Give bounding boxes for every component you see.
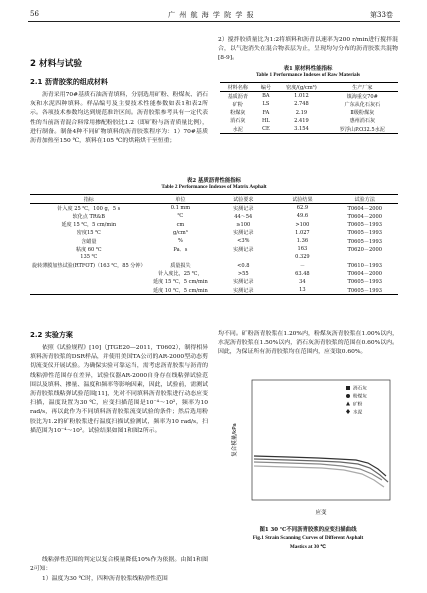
table1-cell: 广东从化石灰石 [344,101,381,108]
table-row [220,92,398,101]
table1-cell: 消石灰 [230,118,246,125]
table2-cell: T0605－1993 [347,222,382,229]
legend-label: 消石灰 [353,386,367,392]
table1-cell: 惠州消石灰 [349,118,376,125]
table2-cell: － [299,263,305,270]
table2-cell [148,253,214,261]
table2-cell: <3% [237,238,250,245]
table2-cell [213,253,273,261]
volume-number: 第33卷 [370,11,393,19]
y-axis-label: 复合模量/kPa [232,423,238,457]
table1-cell: 2.748 [294,101,309,108]
table2-caption-en: Table 2 Performance Indexes of Matrix Asphalt [161,184,267,190]
table2-cell: ≥100 [236,221,251,228]
table2-cell: 针入度比，25 ℃， [158,271,203,278]
subsection-2-2-heading: 2.2 实验方案 [30,331,73,339]
table2-cell [30,286,148,295]
table2-cell: 实测记录 [233,205,254,212]
subsection-2-2-paragraph: 依照《试验规程》[10]（JTGE20—2011，T0602），制得相异填料沥青胶浆的DSR样品，并使用美国TA公司的AR-2000型动态剪切流变仪开展试验。为确保实验可靠运当，需考虑沥青胶浆与沥青的线粘弹性范围存在差异，试验仪器AR-2000自身存在线粘弹试验范围以及填料、掺量、温度和频率等影响因素，因此，试验前，需测试沥青胶浆线粘弹试验范围[11]，先对不同填料沥青胶浆进行动态应变扫描，温度设置为30 ℃，应变扫描范围是10⁻⁴～10²，频率为10 rad/s，再以此作为不同填料沥青胶浆流变试验的条件；然后选用粉胶比为1.2的矿粉胶浆进行温度扫描试验测试，频率为10 rad/s，扫描范围为10⁻⁴～10²。试验结果如图1和图2所示。 [30,345,208,434]
table2-cell: 135 ℃ [80,254,98,261]
table1-caption: 表1 原材料性能指标 [283,66,333,72]
table2-cell: g/cm³ [173,229,188,236]
table1-cell: LS [262,101,270,108]
table2-cell: 实测记录 [233,230,254,237]
table2-header: 单位 [175,196,186,203]
table2-cell: 0.1 mm [170,205,191,212]
subsection-2-2-paragraph-3: 1）温度为30 ℃时，四种沥青胶浆线粘弹性范围 [42,576,168,582]
table2-cell: 密度15 ℃ [76,230,101,237]
table2-cell: 34 [299,278,306,285]
table2-cell: ℃ [177,213,184,220]
table2-cell: 质量损失 [170,263,191,270]
figure1-caption-en: Fig.1 Strain Scanning Curves of Different Asphalt [252,535,364,541]
table1-cell: CE [262,126,270,133]
section-heading: 2 材料与试验 [30,59,82,69]
table1-cell: 基质沥青 [227,93,248,100]
table-row [30,278,398,286]
table2-header: 试验方法 [354,196,375,203]
table2-cell: T0605－1993 [347,287,382,294]
page-number: 56 [30,10,39,18]
table2-cell: T0610－1993 [347,263,382,270]
table2-cell: 延度 15 ℃，5 cm/min [153,279,208,286]
table2-cell: 49.6 [296,213,309,220]
table1-header: 生产厂家 [352,84,373,91]
table2-cell: cm [176,221,185,228]
table2-cell: 针入度 25 ℃，100 g，5 s [57,205,121,212]
table2-cell: Pa．s [173,246,188,253]
table1-caption-en: Table 1 Performance Indexes of Raw Materials [255,72,361,78]
table-row [30,253,398,261]
table1-header: 密度/(g/cm³) [286,84,317,91]
legend-label: 水泥 [353,410,363,416]
table1-cell: 1.012 [294,93,309,100]
table1-header: 材料名称 [227,84,248,91]
table-row [30,212,398,220]
table-row [30,262,398,270]
table2-cell: 粘度 60 ℃ [75,246,102,253]
table1-cell: 3.154 [294,126,309,133]
table2-cell: % [177,238,183,245]
table2-cell: 延度 10 ℃，5 cm/min [153,287,208,294]
table1-cell: 2.19 [295,109,308,116]
table1-cell: 粉煤灰 [230,110,246,117]
table2-cell: 63.48 [295,270,310,277]
table2-cell: T0605－1993 [347,279,382,286]
table2-cell: 13 [299,287,306,294]
table2-cell: 1.027 [295,229,310,236]
table2-cell: 实测记录 [233,279,254,286]
journal-name: 广 州 航 海 学 院 学 报 [168,11,255,19]
x-axis-label: 应变 [315,510,327,516]
table1-cell: 水泥 [232,126,243,133]
table2-cell: 62.9 [296,205,309,212]
figure1-chart [228,372,396,522]
figure1-caption: 图1 30 ℃不同沥青胶浆的应变扫描曲线 [259,527,357,533]
table-row [220,117,398,125]
legend-marker-circle [346,394,350,398]
table-row [30,221,398,229]
table2-caption: 表2 基质沥青性能指标 [186,178,242,184]
table2-cell: >100 [295,221,310,228]
header-rule [28,21,400,22]
table-row [220,100,398,108]
table2-cell: 163 [297,246,308,253]
table2-cell: T0620－2000 [347,246,382,253]
table-row [30,270,398,278]
table2-cell: 实测记录 [233,287,254,294]
table2-header: 试验要求 [233,196,254,203]
table2-cell: 实测记录 [233,246,254,253]
table2-cell: T0604－2000 [347,271,382,278]
table-row [220,125,398,134]
figure1 [228,372,396,522]
table-row [30,229,398,237]
table1-cell: HL [261,117,270,124]
table-row [30,204,398,213]
table2-cell: 0.329 [295,254,310,261]
table2-cell: <0.8 [237,262,250,269]
table2 [30,194,398,295]
table2-cell: T0605－1993 [347,238,382,245]
legend-label: 矿粉 [353,402,363,408]
table-row [30,245,398,253]
table-row [30,286,398,295]
table2-cell: 延度 15 ℃，5 cm/min [61,222,117,229]
table1-cell: FA [262,109,270,116]
table1-cell: BA [262,93,270,100]
table2-cell [30,270,148,278]
table1-cell: 罗浮山P.O32.5水泥 [339,126,385,133]
table2-cell: >55 [237,270,249,277]
subsection-2-1-heading: 2.1 沥青胶浆的组成材料 [30,78,108,86]
table2-cell: 1.36 [296,238,309,245]
table1 [220,82,398,134]
legend-marker-square [346,386,350,390]
table-row [220,109,398,117]
table2-header: 指标 [83,196,94,203]
table2-cell: 含蜡量 [81,238,97,245]
table2-cell [30,278,148,286]
table2-cell: 44～54 [234,213,253,220]
legend-label: 粉煤灰 [353,394,367,400]
right-paragraph-2: 均不同。矿粉沥青胶浆在1.20%内，粉煤灰沥青胶浆在1.00%以内，水泥沥青胶浆在1.50%以内，消石灰沥青胶浆的范围在0.60%以内。因此，为保证所有沥青胶浆均在范围内，应变取0.60%。 [218,331,398,356]
table1-cell: 矿粉 [232,101,243,108]
subsection-2-2-paragraph-2: 线粘弹性范围的判定以复合模量降低10%作为依据。由图1和图2可知： [30,557,208,573]
table2-header: 试验结果 [292,196,313,203]
table2-cell: T0605－1993 [347,230,382,237]
figure1-caption-en-2: Mastics at 30 ℃ [289,544,327,550]
right-paragraph-1: 2）搅拌胶质量比为1:2将填料和沥青以速率为200 r/min进行搅拌混合，以气泡消失在混合物表层为止，呈现均匀分布的沥青胶浆共混物[8-9]。 [218,37,398,62]
subsection-2-1-paragraph: 沥青采用70#基质石油沥青填料，分别选用矿粉、粉煤灰、消石灰和水泥四种填料。样品编号及主要技术性能参数如表1和表2所示。各项技术参数均达到规范准许区间。沥青胶浆参考具有一定代表性的当前沥青混合料常用掺配粉胶比1.2（即矿粉与沥青质量比例），进行制备。制备4种不同矿物填料的沥青胶浆程序为：1）70#基质沥青加热至150 ℃，填料在105 ℃的烘箱烘干至恒重； [30,92,208,145]
table1-cell: 镇海重交70# [346,93,378,100]
table1-header: 编号 [260,84,271,91]
table1-cell: Ⅱ级粉煤灰 [350,110,375,117]
plot-frame [252,380,390,500]
table2-cell: T0604－2000 [347,213,382,220]
table2-cell: T0604－2000 [347,205,382,212]
table1-cell: 2.419 [294,117,309,124]
table2-cell: 软化点 TR&B [72,213,105,220]
table-row [30,237,398,245]
table2-cell [331,253,398,261]
table2-cell: 旋转薄膜加热试验(RTFOT)（163 ℃，85 分钟） [32,263,146,270]
